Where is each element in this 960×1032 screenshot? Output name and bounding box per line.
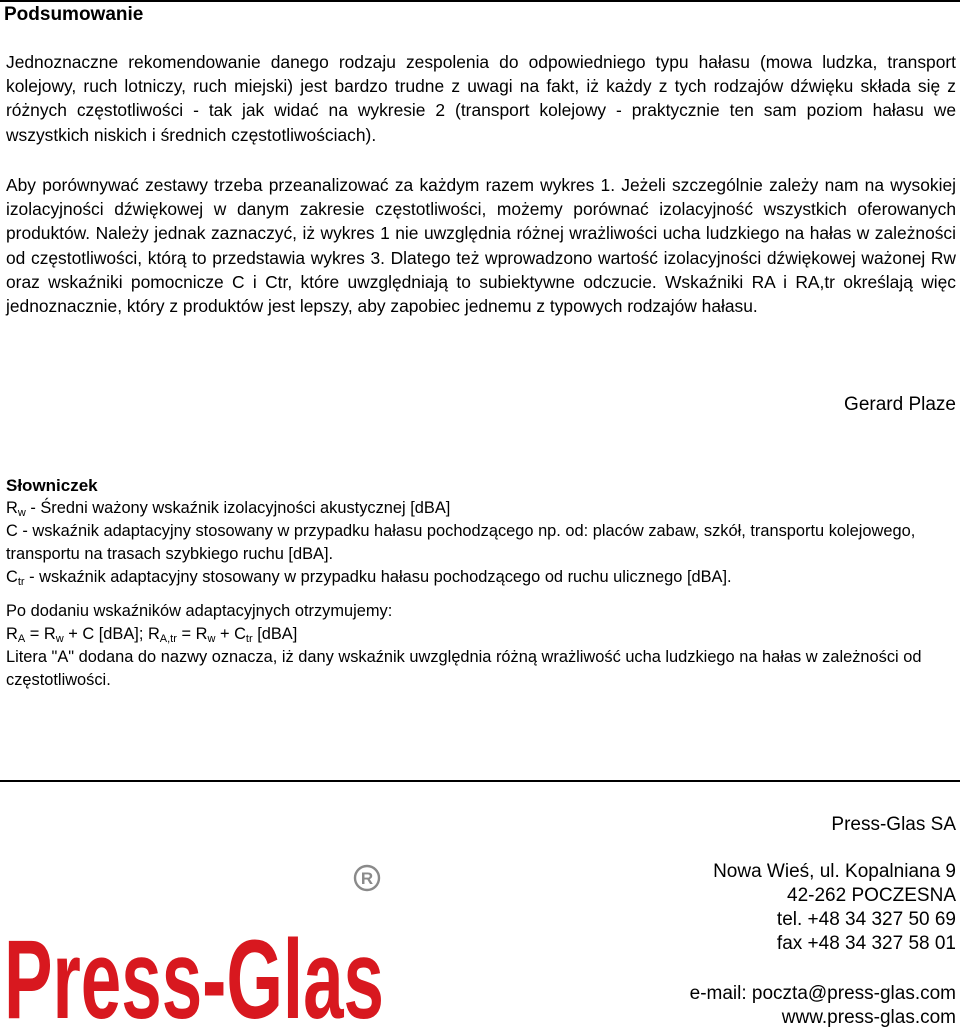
glossary-rw: $R_w$ - Średni ważony wskaźnik izolacyjności akustycznej [dBA] bbox=[6, 499, 451, 519]
company-name: Press-Glas SA bbox=[831, 814, 956, 835]
top-rule bbox=[0, 0, 960, 2]
glossary-c: C - wskaźnik adaptacyjny stosowany w przypadku hałasu pochodzącego np. od: placów zabaw, szkół, transportu kolejowego, transportu na trasach szybkiego ruchu [dBA]. bbox=[6, 522, 916, 563]
glossary-formula: $R_A = R_w + C$ [dBA]; $R_{A,tr} = R_w + C_{tr}$ [dBA] bbox=[6, 625, 298, 645]
footer-rule bbox=[0, 780, 960, 782]
website-link[interactable]: www.press-glas.com bbox=[781, 1007, 956, 1028]
logo-wordmark: Press-Glas bbox=[4, 917, 385, 1032]
press-glas-logo bbox=[0, 858, 390, 1032]
company-address bbox=[556, 860, 956, 956]
address-street: Nowa Wieś, ul. Kopalniana 9 bbox=[713, 861, 956, 882]
glossary-ctr: $C_{tr}$ - wskaźnik adaptacyjny stosowany w przypadku hałasu pochodzącego od ruchu ulicznego [dBA]. bbox=[6, 568, 732, 588]
glossary-section bbox=[6, 474, 956, 692]
paragraph-summary-1: Jednoznaczne rekomendowanie danego rodzaju zespolenia do odpowiedniego typu hałasu (mowa ludzka, transport kolejowy, ruch lotniczy, ruch miejski) jest bardzo trudne z uwagi na fakt, iż każdy z tych rodzajów dźwięku składa się z różnych częstotliwości - tak jak widać na wykresie 2 (transport kolejowy - praktycznie ten sam poziom hałasu we wszystkich niskich i średnich częstotliwościach). bbox=[6, 52, 956, 145]
author-signature: Gerard Plaze bbox=[844, 394, 956, 415]
glossary-note: Litera "A" dodana do nazwy oznacza, iż dany wskaźnik uwzględnia różną wrażliwość ucha ludzkiego na hałas w zależności od częstotliwości. bbox=[6, 648, 922, 689]
section-heading: Podsumowanie bbox=[4, 4, 144, 25]
registered-mark-letter: R bbox=[360, 869, 374, 888]
glossary-intro: Po dodaniu wskaźników adaptacyjnych otrzymujemy: bbox=[6, 602, 393, 620]
email-link[interactable]: e-mail: poczta@press-glas.com bbox=[689, 983, 956, 1004]
company-contact-online bbox=[556, 982, 956, 1030]
paragraph-summary-2: Aby porównywać zestawy trzeba przeanalizować za każdym razem wykres 1. Jeżeli szczególnie zależy nam na wysokiej izolacyjności dźwiękowej w danym zakresie częstotliwości, możemy porównać izolacyjność wszystkich oferowanych produktów. Należy jednak zaznaczyć, iż wykres 1 nie uwzględnia różnej wrażliwości ucha ludzkiego na hałas w zależności od częstotliwości, którą to przedstawia wykres 3. Dlatego też wprowadzono wartość izolacyjności dźwiękowej ważonej Rw oraz wskaźniki pomocnicze C i Ctr, które uwzględniają to subiektywne odczucie. Wskaźniki RA i RA,tr określają więc jednoznacznie, który z produktów jest lepszy, aby zapobiec jednemu z typowych rodzajów hałasu. bbox=[6, 175, 956, 317]
glossary-title: Słowniczek bbox=[6, 476, 98, 495]
address-postal: 42-262 POCZESNA bbox=[787, 885, 956, 906]
phone-number: tel. +48 34 327 50 69 bbox=[776, 909, 956, 930]
fax-number: fax +48 34 327 58 01 bbox=[776, 933, 956, 954]
